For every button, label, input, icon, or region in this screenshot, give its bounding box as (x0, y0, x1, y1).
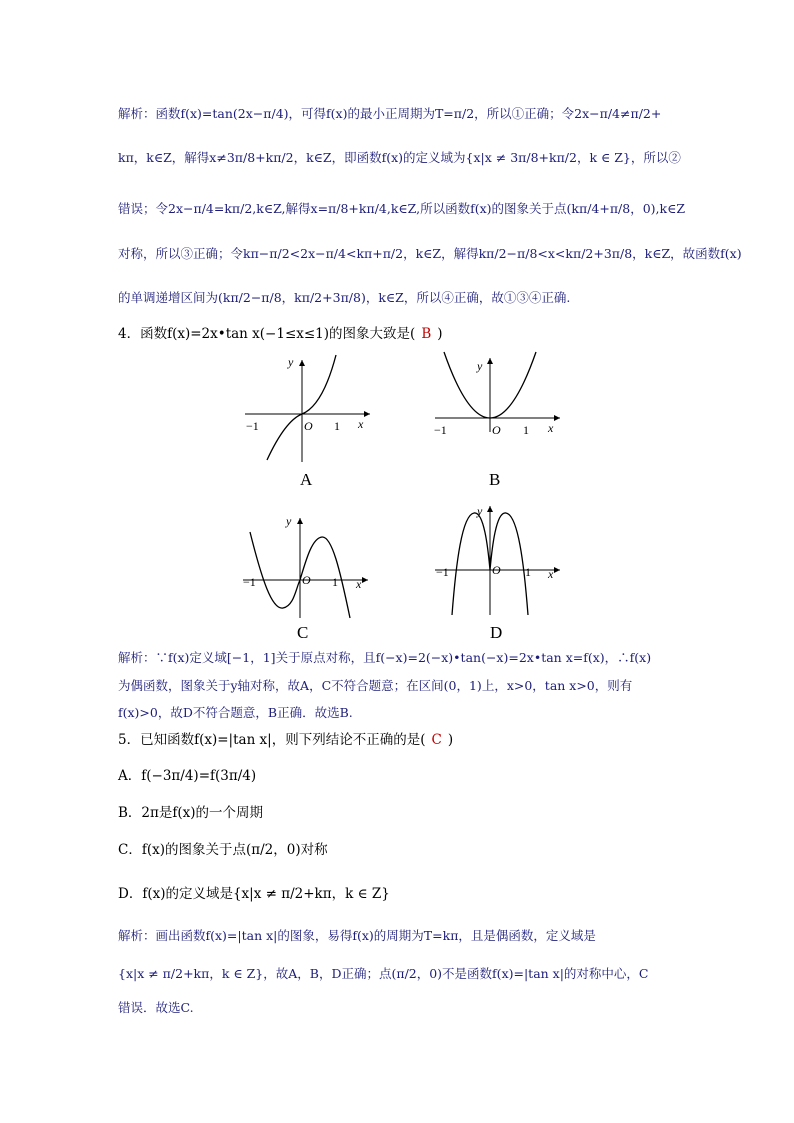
question5-sol-line2: {x|x ≠ π/2+kπ，k ∈ Z}，故A，B，D正确；点(π/2，0)不是函数f(x)=|tan x|的对称中心，C (118, 966, 649, 981)
origin-label: O (302, 573, 311, 587)
y-label: y (477, 359, 483, 373)
origin-label: O (304, 419, 313, 433)
question5-sol-line1: 解析：画出函数f(x)=|tan x|的图象，易得f(x)的周期为T=kπ，且是偶函数，定义域是 (118, 928, 596, 943)
x-label: x (548, 421, 554, 435)
question4-answer: B (421, 326, 432, 342)
graph-c (238, 510, 378, 620)
question5-stem-text: 5．已知函数f(x)=|tan x|，则下列结论不正确的是( (118, 732, 426, 748)
origin-label: O (492, 563, 501, 577)
x-label: x (548, 567, 554, 581)
y-label: y (288, 355, 294, 369)
graph-a-label: A (300, 470, 313, 489)
question4-sol-line2: 为偶函数，图象关于y轴对称，故A，C不符合题意；在区间(0，1)上，x>0，tan x>0，则有 (118, 678, 633, 693)
x-axis-arrow (362, 577, 368, 583)
question5-option-d: D．f(x)的定义域是{x|x ≠ π/2+kπ，k ∈ Z} (118, 886, 390, 902)
tick-one: 1 (332, 575, 338, 589)
y-axis-arrow (487, 506, 493, 512)
x-label: x (358, 417, 364, 431)
graph-d-label: D (490, 623, 503, 642)
question5-option-a: A．f(−3π/4)=f(3π/4) (118, 768, 257, 784)
x-axis-arrow (554, 415, 560, 421)
tick-neg-one: −1 (434, 423, 447, 437)
y-label: y (286, 514, 292, 528)
tick-one: 1 (523, 423, 529, 437)
origin-label: O (492, 423, 501, 437)
question5-option-c: C．f(x)的图象关于点(π/2，0)对称 (118, 842, 328, 858)
solution3-line3: 错误；令2x−π/4=kπ/2,k∈Z,解得x=π/8+kπ/4,k∈Z,所以函数f(x)的图象关于点(kπ/4+π/8，0),k∈Z (118, 201, 686, 216)
question5-answer: C (431, 732, 442, 748)
question5-option-b: B．2π是f(x)的一个周期 (118, 805, 264, 821)
graph-d (430, 503, 570, 618)
question5-sol-line3: 错误．故选C. (118, 1000, 194, 1015)
y-label: y (477, 504, 483, 518)
x-axis-arrow (364, 411, 370, 417)
graph-b (430, 350, 570, 435)
question4-sol-line3: f(x)>0，故D不符合题意，B正确．故选B. (118, 705, 353, 720)
tick-one: 1 (334, 419, 340, 433)
graph-b-label: B (489, 470, 501, 489)
question4-close: ) (437, 326, 443, 342)
solution3-line1: 解析：函数f(x)=tan(2x−π/4)，可得f(x)的最小正周期为T=π/2，所以①正确；令2x−π/4≠π/2+ (118, 106, 662, 121)
solution3-line2: kπ，k∈Z，解得x≠3π/8+kπ/2，k∈Z，即函数f(x)的定义域为{x|x ≠ 3π/8+kπ/2，k ∈ Z}，所以② (118, 150, 681, 165)
tick-neg-one: −1 (436, 565, 449, 579)
solution3-line4: 对称，所以③正确；令kπ−π/2<2x−π/4<kπ+π/2，k∈Z，解得kπ/2−π/8<x<kπ/2+3π/8，k∈Z，故函数f(x) (118, 246, 742, 261)
question5-stem (118, 732, 453, 748)
y-axis-arrow (297, 518, 303, 524)
graph-a (240, 352, 380, 467)
solution3-line5: 的单调递增区间为(kπ/2−π/8，kπ/2+3π/8)，k∈Z，所以④正确，故①③④正确. (118, 290, 571, 305)
question4-sol-line1: 解析：∵f(x)定义域[−1，1]关于原点对称，且f(−x)=2(−x)•tan(−x)=2x•tan x=f(x)，∴f(x) (118, 650, 652, 665)
graph-c-label: C (297, 623, 309, 642)
tick-neg-one: −1 (243, 575, 256, 589)
tick-neg-one: −1 (246, 419, 259, 433)
question4-stem-text: 4．函数f(x)=2x•tan x(−1≤x≤1)的图象大致是( (118, 326, 416, 342)
x-label: x (356, 577, 362, 591)
question5-close: ) (447, 732, 454, 748)
x-axis-arrow (554, 567, 560, 573)
question4-stem (118, 326, 443, 342)
tick-one: 1 (525, 565, 531, 579)
y-axis-arrow (299, 360, 305, 366)
y-axis-arrow (487, 358, 493, 364)
